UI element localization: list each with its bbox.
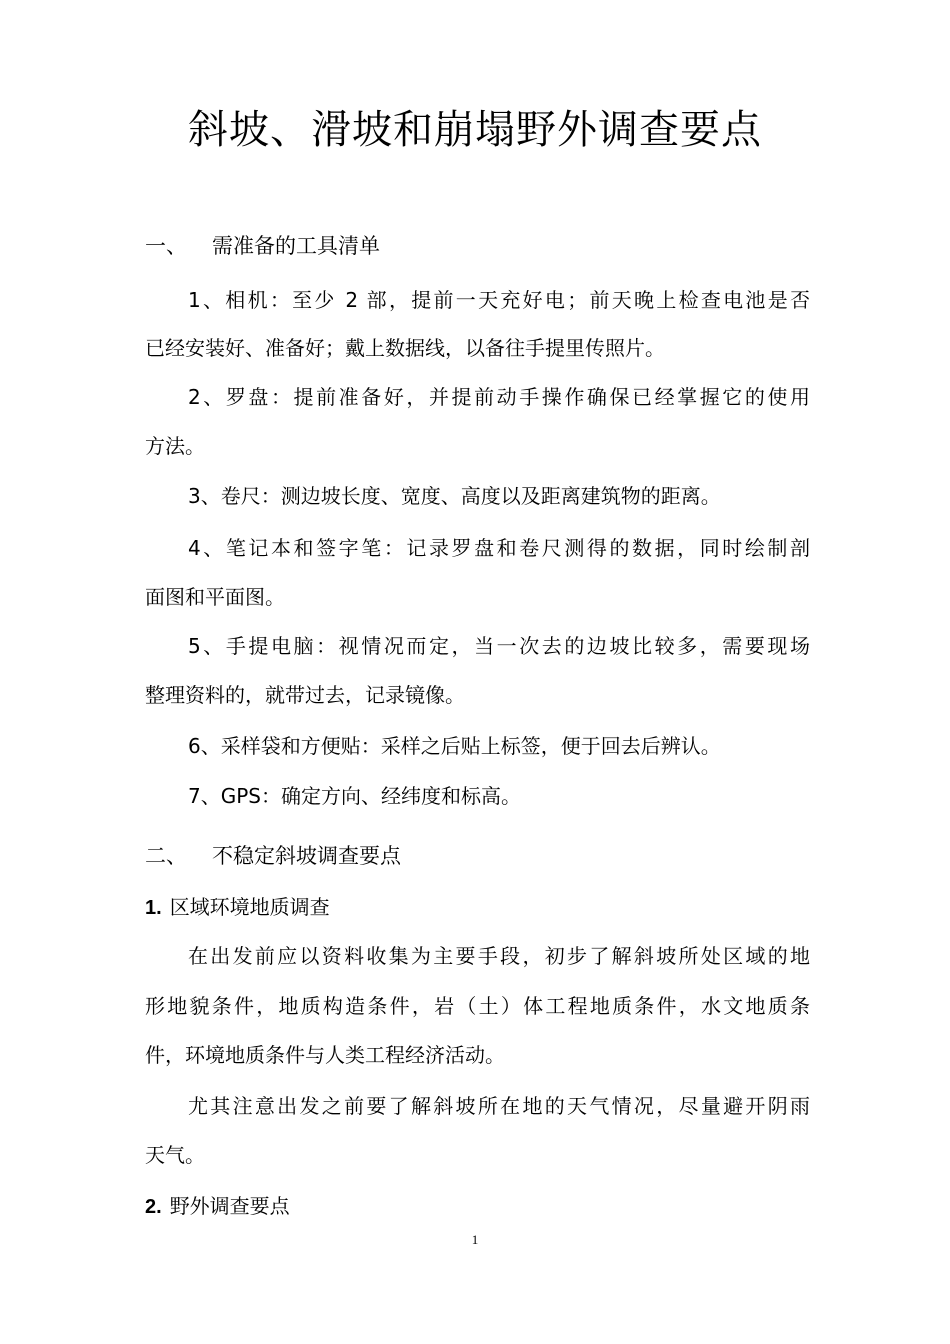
- list-item-line: 2、罗盘：提前准备好，并提前动手操作确保已经掌握它的使用: [188, 385, 810, 409]
- page-title: 斜坡、滑坡和崩塌野外调查要点: [188, 107, 762, 153]
- subsection-title: 区域环境地质调查: [169, 895, 330, 919]
- paragraph-line: 天气。: [145, 1143, 205, 1167]
- list-item-line: 面图和平面图。: [145, 585, 285, 609]
- list-item-line: 5、手提电脑：视情况而定，当一次去的边坡比较多，需要现场: [188, 634, 810, 658]
- list-item-line: 7、GPS：确定方向、经纬度和标高。: [188, 784, 521, 808]
- subsection-heading-1: [145, 893, 810, 922]
- paragraph-line: 尤其注意出发之前要了解斜坡所在地的天气情况，尽量避开阴雨: [188, 1094, 810, 1118]
- subsection-number: 2.: [145, 1196, 162, 1218]
- list-item-line: 已经安装好、准备好；戴上数据线，以备往手提里传照片。: [145, 336, 665, 360]
- section-heading-2: [145, 842, 810, 870]
- paragraph-line: 在出发前应以资料收集为主要手段，初步了解斜坡所处区域的地: [188, 944, 810, 968]
- section-number: 二、: [145, 844, 187, 868]
- subsection-heading-2: [145, 1192, 810, 1221]
- section-number: 一、: [145, 234, 187, 258]
- subsection-number: 1.: [145, 897, 162, 919]
- paragraph-line: 形地貌条件，地质构造条件，岩（土）体工程地质条件，水文地质条: [145, 994, 810, 1018]
- list-item-line: 1、相机：至少 2 部，提前一天充好电；前天晚上检查电池是否: [188, 288, 810, 312]
- section-title: 不稳定斜坡调查要点: [212, 844, 401, 868]
- page-number: 1: [471, 1232, 479, 1247]
- list-item-line: 6、采样袋和方便贴：采样之后贴上标签，便于回去后辨认。: [188, 734, 721, 758]
- paragraph-line: 件，环境地质条件与人类工程经济活动。: [145, 1043, 505, 1067]
- section-title: 需准备的工具清单: [212, 234, 380, 258]
- list-item-line: 方法。: [145, 434, 205, 458]
- section-heading-1: [145, 232, 810, 260]
- list-item-line: 4、笔记本和签字笔：记录罗盘和卷尺测得的数据，同时绘制剖: [188, 536, 810, 560]
- subsection-title: 野外调查要点: [169, 1194, 290, 1218]
- list-item-line: 3、卷尺：测边坡长度、宽度、高度以及距离建筑物的距离。: [188, 484, 721, 508]
- list-item-line: 整理资料的，就带过去，记录镜像。: [145, 683, 465, 707]
